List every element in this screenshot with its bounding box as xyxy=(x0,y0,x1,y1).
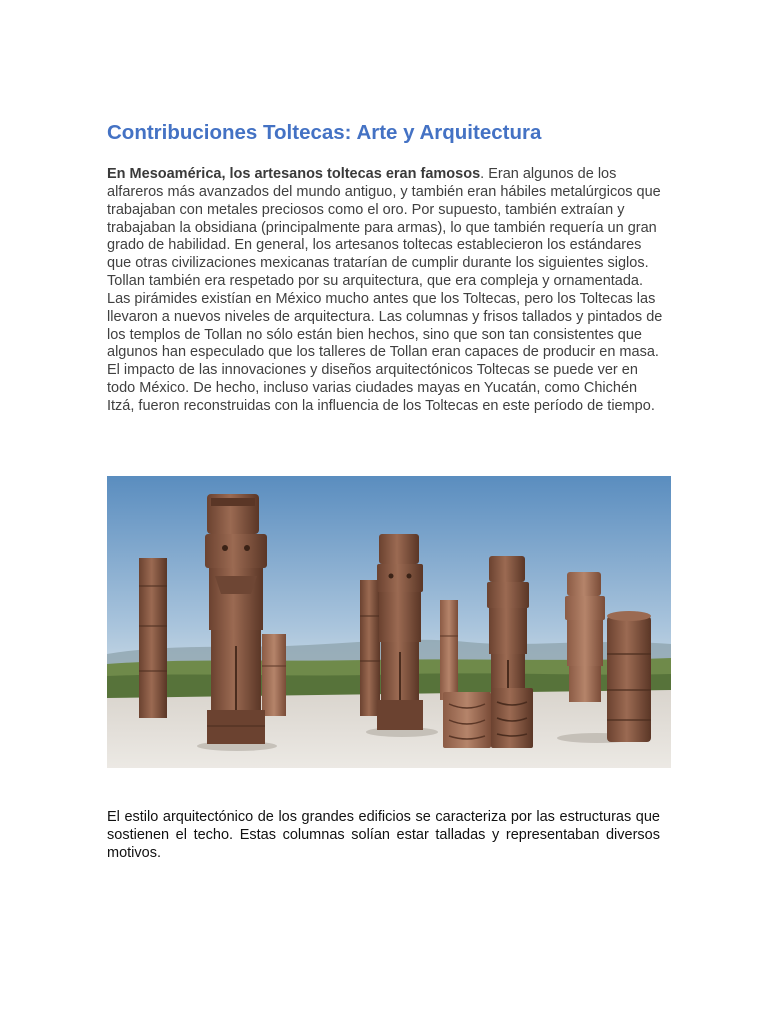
intro-body-text: . Eran algunos de los alfareros más avanzados del mundo antiguo, y también eran hábiles metalúrgicos que trabajaban con metales preciosos como el oro. Por supuesto, también extraían y trabajaban la obsidiana (principalmente para armas), lo que también requería un gran grado de habilidad. En general, los artesanos toltecas establecieron los estándares que otras civilizaciones mexicanas tratarían de cumplir durante los siguientes siglos. Tollan también era respetado por su arquitectura, que era compleja y ornamentada. Las pirámides existían en México mucho antes que los Toltecas, pero los Toltecas las llevaron a nuevos niveles de arquitectura. Las columnas y frisos tallados y pintados de los templos de Tollan no sólo están bien hechos, sino que son tan consistentes que algunos han especulado que los talleres de Tollan eran capaces de producir en masa. El impacto de las innovaciones y diseños arquitectónicos Toltecas se puede ver en todo México. De hecho, incluso varias ciudades mayas en Yucatán, como Chichén Itzá, fueron reconstruidas con la influencia de los Toltecas en este período de tiempo. xyxy=(107,166,663,414)
page-title: Contribuciones Toltecas: Arte y Arquitectura xyxy=(107,121,542,144)
round-column-right xyxy=(607,611,651,742)
caption-paragraph: El estilo arquitectónico de los grandes edificios se caracteriza por las estructuras que sostienen el techo. Estas columnas solían estar talladas y representaban diversos motivos. xyxy=(107,809,660,861)
square-pillar-far xyxy=(440,600,458,700)
intro-bold-lead: En Mesoamérica, los artesanos toltecas eran famosos xyxy=(107,166,481,182)
atlante-statue-center xyxy=(377,534,423,730)
square-pillar-left xyxy=(139,558,167,718)
toltec-atlantes-photo xyxy=(107,476,671,768)
atlante-statue-right xyxy=(487,556,529,704)
atlante-statue-far-right xyxy=(565,572,605,702)
intro-paragraph xyxy=(107,166,663,416)
atlante-statue-left xyxy=(205,494,267,744)
short-pillar xyxy=(262,634,286,716)
carved-drum-pillars xyxy=(443,688,533,748)
square-pillar-middle xyxy=(360,580,380,716)
photo-illustration xyxy=(107,476,671,768)
